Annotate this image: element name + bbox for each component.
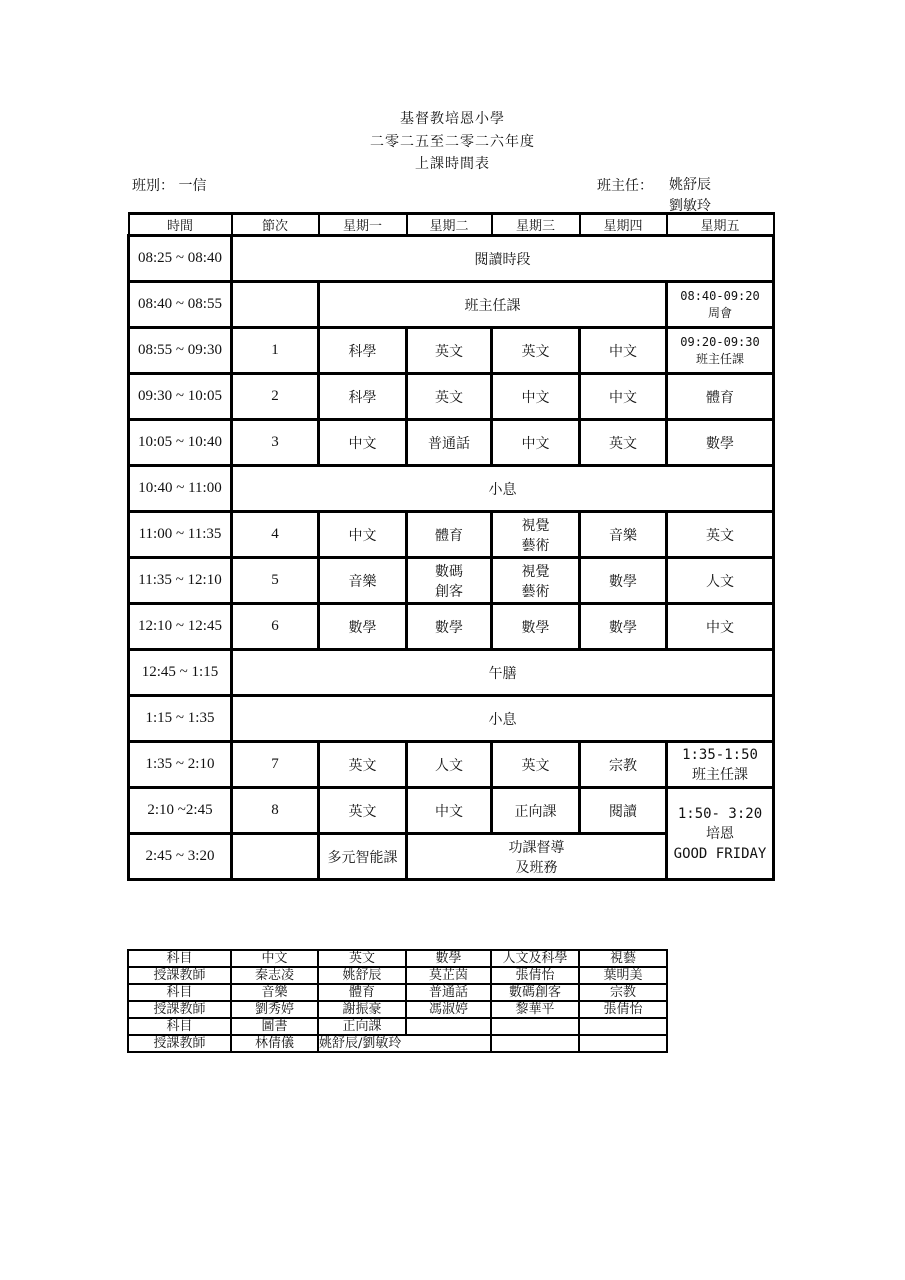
thursday-cell: 宗教: [580, 742, 667, 788]
period-cell: 5: [232, 558, 319, 604]
subject-cell: 數學: [406, 950, 491, 967]
time-cell: 11:35 ~ 12:10: [129, 558, 232, 604]
time-cell: 08:55 ~ 09:30: [129, 328, 232, 374]
cell-line: 班主任課: [692, 766, 748, 783]
tuesday-cell: 英文: [407, 374, 492, 420]
merged-activity-cell: 午膳: [232, 650, 774, 696]
teacher-cell: 謝振豪: [318, 1001, 406, 1018]
row-label: 授課教師: [128, 967, 231, 984]
row-label: 科目: [128, 1018, 231, 1035]
merged-activity-cell: [407, 834, 667, 880]
subject-cell: [406, 1018, 491, 1035]
subject-cell: 數碼創客: [491, 984, 579, 1001]
tuesday-cell: 體育: [407, 512, 492, 558]
time-cell: 10:05 ~ 10:40: [129, 420, 232, 466]
wednesday-cell: [492, 558, 580, 604]
timetable-row: [129, 282, 774, 328]
column-header-friday: 星期五: [667, 214, 774, 236]
teacher-cell: 莫芷茵: [406, 967, 491, 984]
row-label: 科目: [128, 984, 231, 1001]
cell-line: 創客: [435, 583, 463, 600]
teacher-cell: 姚舒辰/劉敏玲: [318, 1035, 491, 1052]
school-year: 二零二五至二零二六年度: [370, 134, 535, 150]
subject-teachers-table: [127, 949, 668, 1053]
teacher-cell: [579, 1035, 667, 1052]
timetable-row: [129, 512, 774, 558]
timetable-row: [129, 742, 774, 788]
merged-activity-cell: 班主任課: [319, 282, 667, 328]
teacher-cell: 張倩怡: [579, 1001, 667, 1018]
thursday-cell: 閱讀: [580, 788, 667, 834]
period-cell: 2: [232, 374, 319, 420]
subject-cell: 宗教: [579, 984, 667, 1001]
timetable-row: [129, 604, 774, 650]
timetable-row: [129, 466, 774, 512]
time-cell: 09:30 ~ 10:05: [129, 374, 232, 420]
tuesday-cell: 普通話: [407, 420, 492, 466]
subject-cell: 人文及科學: [491, 950, 579, 967]
cell-line: GOOD FRIDAY: [673, 845, 767, 862]
friday-cell: [667, 328, 774, 374]
teacher-cell: 秦志凌: [231, 967, 318, 984]
time-cell: 2:10 ~2:45: [129, 788, 232, 834]
monday-cell: 多元智能課: [319, 834, 407, 880]
subject-cell: [579, 1018, 667, 1035]
cell-line: 數碼: [435, 563, 463, 580]
timetable-header-row: [129, 214, 774, 236]
monday-cell: 中文: [319, 512, 407, 558]
wednesday-cell: [492, 512, 580, 558]
subject-cell: 視藝: [579, 950, 667, 967]
row-label: 科目: [128, 950, 231, 967]
teacher-row: [128, 1035, 667, 1052]
school-name: 基督教培恩小學: [400, 111, 505, 127]
subject-row: [128, 1018, 667, 1035]
timetable-row: [129, 328, 774, 374]
timetable-row: [129, 558, 774, 604]
time-cell: 12:45 ~ 1:15: [129, 650, 232, 696]
cell-line: 周會: [707, 305, 732, 320]
period-cell: 1: [232, 328, 319, 374]
teacher-cell: 劉秀婷: [231, 1001, 318, 1018]
timetable-row: [129, 236, 774, 282]
subject-cell: 中文: [231, 950, 318, 967]
friday-cell: [667, 742, 774, 788]
class-teacher-name: 劉敏玲: [669, 198, 711, 214]
teacher-cell: [491, 1035, 579, 1052]
wednesday-cell: 正向課: [492, 788, 580, 834]
time-cell: 1:15 ~ 1:35: [129, 696, 232, 742]
subject-cell: 正向課: [318, 1018, 406, 1035]
class-teacher-label: 班主任：: [597, 178, 653, 194]
wednesday-cell: 英文: [492, 742, 580, 788]
teacher-row: [128, 1001, 667, 1018]
period-cell: 6: [232, 604, 319, 650]
teacher-cell: 林倩儀: [231, 1035, 318, 1052]
teacher-cell: 馮淑婷: [406, 1001, 491, 1018]
friday-cell: 體育: [667, 374, 774, 420]
cell-line: 藝術: [521, 537, 550, 554]
class-teacher-names: [669, 175, 711, 217]
column-header-period: 節次: [232, 214, 319, 236]
time-cell: 08:40 ~ 08:55: [129, 282, 232, 328]
cell-line: 08:40-09:20: [680, 288, 760, 303]
time-cell: 08:25 ~ 08:40: [129, 236, 232, 282]
row-label: 授課教師: [128, 1001, 231, 1018]
thursday-cell: 音樂: [580, 512, 667, 558]
row-label: 授課教師: [128, 1035, 231, 1052]
teacher-cell: 葉明美: [579, 967, 667, 984]
monday-cell: 數學: [319, 604, 407, 650]
cell-line: 1:50- 3:20: [677, 805, 763, 822]
period-cell: 8: [232, 788, 319, 834]
column-header-thursday: 星期四: [580, 214, 667, 236]
friday-cell: [667, 788, 774, 880]
merged-activity-cell: 小息: [232, 696, 774, 742]
timetable-row: [129, 420, 774, 466]
time-cell: 10:40 ~ 11:00: [129, 466, 232, 512]
wednesday-cell: 中文: [492, 420, 580, 466]
monday-cell: 音樂: [319, 558, 407, 604]
class-value: 一信: [178, 178, 207, 194]
time-cell: 2:45 ~ 3:20: [129, 834, 232, 880]
tuesday-cell: 英文: [407, 328, 492, 374]
period-cell: [232, 834, 319, 880]
column-header-tuesday: 星期二: [407, 214, 492, 236]
time-cell: 1:35 ~ 2:10: [129, 742, 232, 788]
timetable-row: [129, 788, 774, 834]
tuesday-cell: 中文: [407, 788, 492, 834]
document-title: 上課時間表: [415, 156, 490, 172]
thursday-cell: 英文: [580, 420, 667, 466]
subject-cell: 音樂: [231, 984, 318, 1001]
period-cell: [232, 282, 319, 328]
friday-cell: [667, 282, 774, 328]
period-cell: 7: [232, 742, 319, 788]
monday-cell: 科學: [319, 328, 407, 374]
cell-line: 09:20-09:30: [680, 334, 760, 349]
thursday-cell: 中文: [580, 328, 667, 374]
thursday-cell: 數學: [580, 558, 667, 604]
column-header-monday: 星期一: [319, 214, 407, 236]
monday-cell: 英文: [319, 788, 407, 834]
merged-activity-cell: 閱讀時段: [232, 236, 774, 282]
monday-cell: 科學: [319, 374, 407, 420]
timetable-row: [129, 650, 774, 696]
wednesday-cell: 數學: [492, 604, 580, 650]
time-cell: 11:00 ~ 11:35: [129, 512, 232, 558]
class-info: [132, 175, 206, 195]
friday-cell: 中文: [667, 604, 774, 650]
timetable-row: [129, 696, 774, 742]
tuesday-cell: 數學: [407, 604, 492, 650]
friday-cell: 英文: [667, 512, 774, 558]
timetable-row: [129, 374, 774, 420]
thursday-cell: 數學: [580, 604, 667, 650]
teacher-cell: 黎華平: [491, 1001, 579, 1018]
time-cell: 12:10 ~ 12:45: [129, 604, 232, 650]
cell-line: 功課督導: [508, 839, 565, 856]
friday-cell: 人文: [667, 558, 774, 604]
cell-line: 1:35-1:50: [682, 746, 758, 763]
merged-activity-cell: 小息: [232, 466, 774, 512]
wednesday-cell: 中文: [492, 374, 580, 420]
thursday-cell: 中文: [580, 374, 667, 420]
subject-cell: 英文: [318, 950, 406, 967]
timetable: [127, 212, 775, 881]
cell-line: 及班務: [515, 859, 558, 876]
period-cell: 3: [232, 420, 319, 466]
teacher-cell: 張倩怡: [491, 967, 579, 984]
column-header-time: 時間: [129, 214, 232, 236]
wednesday-cell: 英文: [492, 328, 580, 374]
monday-cell: 中文: [319, 420, 407, 466]
cell-line: 培恩: [706, 825, 734, 842]
class-label: 班別：: [132, 178, 174, 194]
cell-line: 視覺: [521, 517, 550, 534]
teacher-cell: 姚舒辰: [318, 967, 406, 984]
monday-cell: 英文: [319, 742, 407, 788]
cell-line: 班主任課: [695, 351, 744, 366]
subject-cell: [491, 1018, 579, 1035]
tuesday-cell: [407, 558, 492, 604]
class-teacher-name: 姚舒辰: [669, 177, 711, 193]
subject-row: [128, 950, 667, 967]
subject-cell: 普通話: [406, 984, 491, 1001]
subject-cell: 體育: [318, 984, 406, 1001]
tuesday-cell: 人文: [407, 742, 492, 788]
cell-line: 視覺: [521, 563, 550, 580]
period-cell: 4: [232, 512, 319, 558]
column-header-wednesday: 星期三: [492, 214, 580, 236]
subject-row: [128, 984, 667, 1001]
friday-cell: 數學: [667, 420, 774, 466]
cell-line: 藝術: [521, 583, 550, 600]
subject-cell: 圖書: [231, 1018, 318, 1035]
teacher-row: [128, 967, 667, 984]
